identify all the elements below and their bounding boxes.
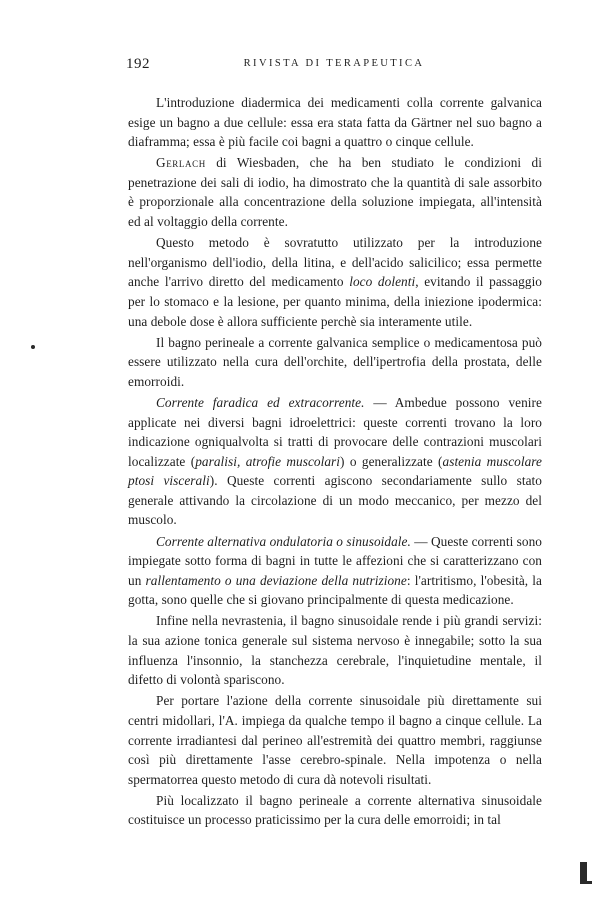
paragraph-gerlach: [128, 153, 542, 231]
section-title-sinusoidal: Corrente alternativa ondulatoria o sinusoidale.: [156, 533, 411, 549]
paragraph-text: ) o generalizzate (: [340, 453, 443, 469]
page-number: 192: [126, 56, 150, 72]
italic-term: paralisi, atrofie muscolari: [195, 453, 341, 469]
paragraph-text: , evitando il passaggio per lo stomaco e la lesione, per quanto minima, della iniezione ipodermica: una debole dose è allora sufficiente perchè sia interamente utile.: [128, 274, 543, 329]
page-header: [126, 56, 542, 76]
paragraph-text: di Wiesbaden, che ha ben studiato le condizioni di penetrazione dei sali di iodio, ha dimostrato che la quantità di sale assorbito è proporzionale alla concentrazione della soluzione impiegata, all'intensità ed al voltaggio della corrente.: [128, 155, 542, 230]
paragraph-text: ). Queste correnti agiscono secondariamente sullo stato generale attivando la circolazione di un modo meccanico, per mezzo del muscolo.: [128, 473, 542, 528]
italic-term: rallentamento o una deviazione della nutrizione: [145, 572, 407, 588]
paragraph-neurasthenia: [128, 611, 542, 689]
article-body: [128, 93, 542, 830]
paragraph-method: [128, 233, 542, 331]
paragraph-galvanic-intro: [128, 93, 542, 152]
paragraph-text: Più localizzato il bagno perineale a corrente alternativa sinusoidale costituisce un processo praticissimo per la cura delle emorroidi; in tal: [128, 792, 542, 828]
paragraph-five-cell-bath: [128, 691, 542, 789]
paragraph-sinusoidal: [128, 532, 542, 610]
paragraph-text: Questo metodo è sovratutto utilizzato per la introduzione nell'organismo dell'iodio, della litina, e dell'acido salicilico; essa permette anche l'arrivo diretto del medicamento: [128, 235, 542, 290]
paragraph-text: L'introduzione diadermica dei medicamenti colla corrente galvanica esige un bagno a due cellule: essa era stata fatta da Gärtner nel suo bagno a diaframma; essa è più facile coi bagni a quattro o cinque cellule.: [128, 95, 542, 150]
paragraph-text: — Ambedue possono venire applicate nei diversi bagni idroelettrici: queste correnti trovano la loro indicazione ogniqualvolta si tratti di provocare delle contrazioni muscolari localizzate (: [128, 394, 542, 469]
section-title-faradic: Corrente faradica ed extracorrente.: [156, 394, 365, 410]
paragraph-text: : l'artritismo, l'obesità, la gotta, sono quelle che si giovano principalmente di questa medicazione.: [128, 572, 543, 608]
paragraph-faradic: [128, 393, 542, 530]
italic-term: astenia muscolare ptosi viscerali: [128, 453, 542, 489]
margin-mark: [31, 345, 35, 349]
latin-term: loco dolenti: [349, 274, 416, 290]
paragraph-text: Infine nella nevrastenia, il bagno sinusoidale rende i più grandi servizi: la sua azione tonica generale sul sistema nervoso è innegabile; sotto la sua influenza l'insonnio, la stanchezza cerebrale, l'inquietudine mentale, il difetto di volontà spariscono.: [128, 613, 542, 688]
running-title: RIVISTA DI TERAPEUTICA: [243, 58, 425, 69]
paragraph-text: Per portare l'azione della corrente sinusoidale più direttamente sui centri midollari, l'A. impiega da qualche tempo il bagno a cinque cellule. La corrente irradiantesi dal perineo all'estremità dei quattro membri, raggiunse così più direttamente l'asse cerebro-spinale. Nella impotenza o nella spermatorrea questo metodo di cura dà notevoli risultati.: [128, 693, 542, 787]
paragraph-text: — Queste correnti sono impiegate sotto forma di bagni in tutte le affezioni che si caratterizzano con un: [128, 533, 543, 588]
author-name: Gerlach: [156, 155, 206, 171]
paragraph-perineal-galvanic: [128, 333, 542, 392]
paragraph-text: Il bagno perineale a corrente galvanica semplice o medicamentosa può essere utilizzato nella cura dell'orchite, dell'ipertrofia della prostata, delle emorroidi.: [128, 334, 542, 389]
scan-corner-mark: [580, 862, 587, 884]
paragraph-perineal-sinusoidal: [128, 791, 542, 830]
